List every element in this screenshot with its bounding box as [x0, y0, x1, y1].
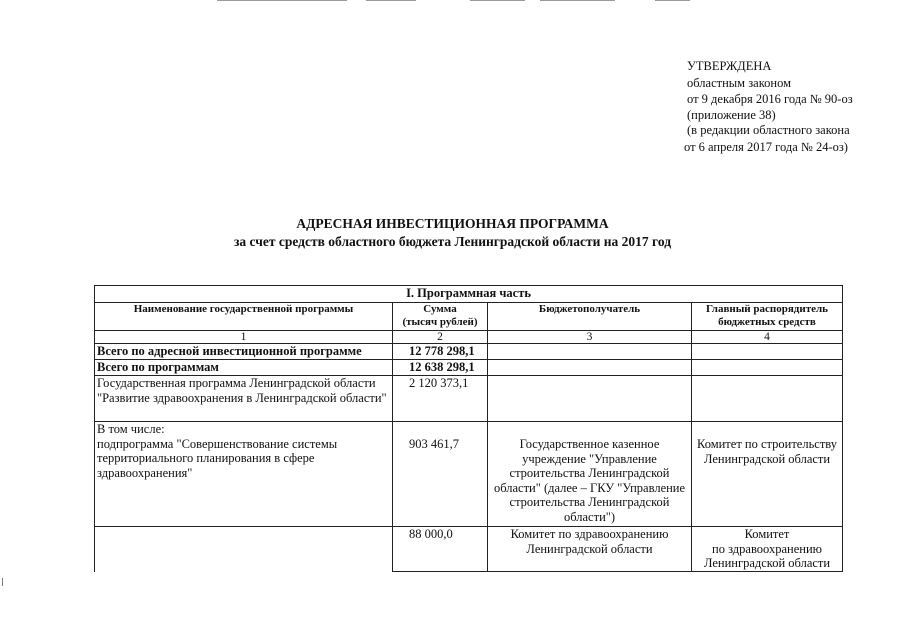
row-amount: 903 461,7 — [393, 422, 488, 527]
section-header-row — [95, 286, 843, 303]
document-subtitle: за счет средств областного бюджета Ленинградской области на 2017 год — [233, 234, 672, 249]
approval-line: областным законом — [687, 76, 792, 90]
table-row — [95, 376, 843, 422]
row-name: Всего по программам — [95, 360, 393, 376]
row-name-label: В том числе: — [97, 422, 165, 436]
table-row — [95, 360, 843, 376]
row-amount: 12 778 298,1 — [393, 344, 488, 360]
row-name-cell — [95, 422, 393, 527]
approval-line: от 9 декабря 2016 года № 90-оз — [687, 92, 853, 106]
section-title: I. Программная часть — [95, 286, 843, 303]
row-recipient — [488, 376, 692, 422]
column-number: 4 — [692, 331, 843, 344]
row-recipient — [488, 360, 692, 376]
column-number: 2 — [393, 331, 488, 344]
scan-edge-mark — [2, 578, 3, 586]
header-recipient: Бюджетополучатель — [488, 303, 692, 331]
row-name: Всего по адресной инвестиционной программе — [95, 344, 393, 360]
row-manager: Комитет по строительству Ленинградской области — [692, 422, 843, 527]
scan-edge-line — [470, 0, 525, 1]
program-table — [94, 285, 843, 572]
row-manager — [692, 344, 843, 360]
column-number: 1 — [95, 331, 393, 344]
scan-edge-line — [366, 0, 416, 1]
approval-line: (приложение 38) — [687, 108, 776, 122]
approval-line: от 6 апреля 2017 года № 24-оз) — [684, 140, 848, 154]
approval-line: (в редакции областного закона — [687, 123, 850, 137]
scan-edge-line — [540, 0, 615, 1]
approval-line: УТВЕРЖДЕНА — [687, 59, 772, 73]
row-amount: 2 120 373,1 — [393, 376, 488, 422]
scan-edge-line — [655, 0, 690, 1]
row-manager: Комитет по здравоохранению Ленинградской области — [692, 527, 843, 572]
row-manager — [692, 360, 843, 376]
row-name: подпрограмма "Совершенствование системы территориального планирования в сфере здравоохранения" — [97, 436, 338, 480]
row-recipient — [488, 344, 692, 360]
column-number-row — [95, 331, 843, 344]
row-recipient: Комитет по здравоохранению Ленинградской области — [488, 527, 692, 572]
row-recipient: Государственное казенное учреждение "Управление строительства Ленинградской области" (далее – ГКУ "Управление строительства Ленинградской области") — [488, 422, 692, 527]
row-name — [95, 527, 393, 572]
header-program-name: Наименование государственной программы — [95, 303, 393, 331]
scan-edge-line — [217, 0, 347, 1]
header-manager: Главный распорядитель бюджетных средств — [692, 303, 843, 331]
row-amount: 88 000,0 — [393, 527, 488, 572]
row-manager — [692, 376, 843, 422]
row-amount: 12 638 298,1 — [393, 360, 488, 376]
header-amount: Сумма (тысяч рублей) — [393, 303, 488, 331]
table-row — [95, 422, 843, 527]
column-header-row — [95, 303, 843, 331]
document-title: АДРЕСНАЯ ИНВЕСТИЦИОННАЯ ПРОГРАММА — [296, 216, 609, 231]
table-row — [95, 344, 843, 360]
table-row — [95, 527, 843, 572]
column-number: 3 — [488, 331, 692, 344]
row-name: Государственная программа Ленинградской области "Развитие здравоохранения в Ленинградской области" — [95, 376, 393, 422]
